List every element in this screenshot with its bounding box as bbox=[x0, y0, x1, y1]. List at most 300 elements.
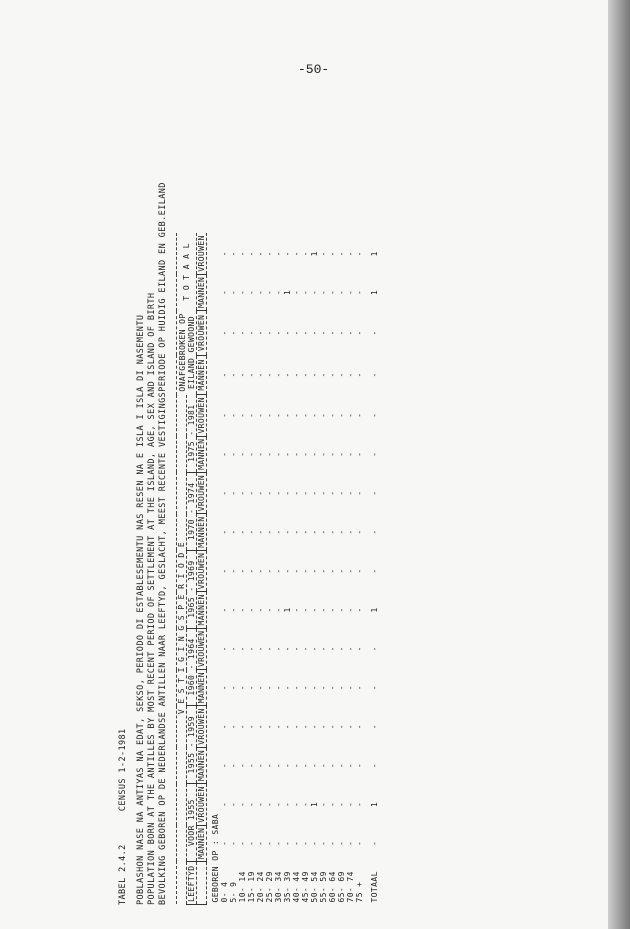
cell-value: - bbox=[337, 451, 346, 457]
cell-value: 1 bbox=[283, 607, 292, 613]
cell-value: 1 bbox=[370, 607, 379, 613]
title-papiamentu: POBLASHON NASE NA ANTIYAS NA EDAT, SEKSO, PERIODO DI ESTABLESEMENTU NAS RESEN NA E ISLA I ISLA DI NASEMENTU bbox=[136, 314, 146, 905]
cell-value: - bbox=[274, 801, 283, 808]
mannen-header: MANNEN bbox=[197, 670, 207, 706]
cell-value: - bbox=[301, 451, 310, 457]
vrouwen-header: VROUWEN bbox=[197, 628, 207, 670]
cell-value: - bbox=[319, 724, 328, 730]
cell-value: - bbox=[355, 251, 364, 257]
mannen-header: MANNEN bbox=[197, 592, 207, 628]
cell-value: - bbox=[265, 451, 274, 457]
cell-value: - bbox=[370, 685, 379, 691]
census-table bbox=[176, 233, 379, 905]
cell-value: - bbox=[292, 685, 301, 691]
cell-value: - bbox=[283, 412, 292, 418]
cell-value: - bbox=[355, 330, 364, 336]
cell-value: - bbox=[229, 490, 238, 496]
cell-value: - bbox=[265, 330, 274, 336]
age-label: 30- 34 bbox=[274, 871, 283, 903]
cell-value: - bbox=[238, 607, 247, 613]
cell-value: - bbox=[319, 251, 328, 257]
cell-value: - bbox=[265, 724, 274, 730]
cell-value: - bbox=[274, 490, 283, 496]
cell-value: - bbox=[220, 840, 229, 846]
age-label: 5- 9 bbox=[229, 881, 238, 903]
cell-value: - bbox=[328, 840, 337, 846]
table-row bbox=[370, 233, 379, 904]
cell-value: - bbox=[337, 330, 346, 336]
table-row bbox=[310, 233, 319, 904]
period-header: 1975 - 1981 bbox=[187, 395, 197, 473]
cell-value: - bbox=[355, 289, 364, 295]
cell-value: - bbox=[274, 529, 283, 535]
cell-value: - bbox=[346, 568, 355, 574]
cell-value: - bbox=[355, 529, 364, 535]
cell-value: - bbox=[220, 685, 229, 691]
cell-value: - bbox=[355, 412, 364, 418]
age-label: 55- 59 bbox=[319, 871, 328, 903]
cell-value: - bbox=[292, 451, 301, 457]
cell-value: - bbox=[292, 801, 301, 808]
table-row bbox=[355, 233, 364, 904]
cell-value: - bbox=[328, 251, 337, 257]
vrouwen-header: VROUWEN bbox=[197, 550, 207, 592]
cell-value: - bbox=[220, 330, 229, 336]
cell-value: - bbox=[337, 529, 346, 535]
page-number: -50- bbox=[298, 62, 330, 77]
cell-value: - bbox=[283, 529, 292, 535]
cell-value: - bbox=[247, 451, 256, 457]
cell-value: - bbox=[283, 840, 292, 846]
cell-value: - bbox=[256, 568, 265, 574]
cell-value: - bbox=[301, 289, 310, 295]
cell-value: - bbox=[355, 568, 364, 574]
cell-value: - bbox=[238, 490, 247, 496]
cell-value: - bbox=[292, 251, 301, 257]
cell-value: - bbox=[247, 840, 256, 846]
vrouwen-header: VROUWEN bbox=[197, 784, 207, 826]
cell-value: - bbox=[238, 289, 247, 295]
cell-value: - bbox=[220, 372, 229, 378]
cell-value: - bbox=[346, 529, 355, 535]
cell-value: - bbox=[319, 330, 328, 336]
cell-value: - bbox=[310, 685, 319, 691]
cell-value: - bbox=[370, 724, 379, 730]
rotated-table-block bbox=[118, 75, 488, 905]
cell-value: - bbox=[292, 289, 301, 295]
cell-value: - bbox=[274, 568, 283, 574]
cell-value: - bbox=[229, 724, 238, 730]
cell-value: - bbox=[310, 646, 319, 652]
cell-value: - bbox=[274, 724, 283, 730]
cell-value: - bbox=[274, 412, 283, 418]
table-row bbox=[283, 233, 292, 904]
age-label: 50- 54 bbox=[310, 871, 319, 903]
cell-value: - bbox=[274, 762, 283, 769]
cell-value: - bbox=[229, 840, 238, 846]
vrouwen-header: VROUWEN bbox=[197, 472, 207, 514]
cell-value: - bbox=[247, 490, 256, 496]
cell-value: - bbox=[265, 801, 274, 808]
cell-value: 1 bbox=[283, 289, 292, 295]
cell-value: - bbox=[319, 490, 328, 496]
cell-value: - bbox=[370, 330, 379, 336]
cell-value: - bbox=[256, 646, 265, 652]
cell-value: - bbox=[355, 762, 364, 769]
period-header: 1960 - 1964 bbox=[187, 628, 197, 706]
mannen-header: MANNEN bbox=[197, 274, 207, 310]
cell-value: - bbox=[229, 568, 238, 574]
cell-value: - bbox=[274, 289, 283, 295]
cell-value: - bbox=[328, 490, 337, 496]
age-label: 40- 44 bbox=[292, 871, 301, 903]
cell-value: - bbox=[274, 646, 283, 652]
cell-value: - bbox=[301, 840, 310, 846]
cell-value: - bbox=[301, 412, 310, 418]
cell-value: - bbox=[301, 330, 310, 336]
age-label: 20- 24 bbox=[256, 871, 265, 903]
cell-value: - bbox=[247, 529, 256, 535]
cell-value: - bbox=[337, 840, 346, 846]
cell-value: - bbox=[319, 840, 328, 846]
table-row bbox=[301, 233, 310, 904]
cell-value: - bbox=[274, 685, 283, 691]
cell-value: - bbox=[319, 372, 328, 378]
table-row bbox=[274, 233, 283, 904]
vestigingsperiode-header: V E S T I G I N G S P E R I O D E bbox=[177, 541, 186, 715]
cell-value: 1 bbox=[310, 251, 319, 257]
cell-value: - bbox=[346, 451, 355, 457]
mannen-header: MANNEN bbox=[197, 436, 207, 472]
cell-value: - bbox=[310, 607, 319, 613]
cell-value: - bbox=[370, 568, 379, 574]
age-label: TOTAAL bbox=[370, 871, 379, 903]
cell-value: - bbox=[283, 251, 292, 257]
cell-value: - bbox=[238, 762, 247, 769]
cell-value: - bbox=[337, 568, 346, 574]
vrouwen-header: VROUWEN bbox=[197, 706, 207, 748]
cell-value: - bbox=[328, 724, 337, 730]
cell-value: - bbox=[301, 724, 310, 730]
table-row bbox=[229, 233, 238, 904]
cell-value: - bbox=[337, 289, 346, 295]
cell-value: - bbox=[283, 451, 292, 457]
cell-value: - bbox=[265, 685, 274, 691]
cell-value: - bbox=[310, 289, 319, 295]
table-id: TABEL 2.4.2 bbox=[118, 844, 128, 905]
cell-value: - bbox=[283, 801, 292, 808]
cell-value: - bbox=[328, 568, 337, 574]
cell-value: - bbox=[292, 607, 301, 613]
cell-value: - bbox=[346, 372, 355, 378]
cell-value: - bbox=[229, 251, 238, 257]
cell-value: - bbox=[229, 451, 238, 457]
cell-value: - bbox=[337, 762, 346, 769]
cell-value: - bbox=[292, 330, 301, 336]
cell-value: - bbox=[220, 801, 229, 808]
cell-value: - bbox=[238, 724, 247, 730]
cell-value: - bbox=[355, 372, 364, 378]
page-edge-shadow bbox=[608, 0, 630, 929]
cell-value: - bbox=[265, 372, 274, 378]
cell-value: - bbox=[283, 372, 292, 378]
age-label: 10- 14 bbox=[238, 871, 247, 903]
cell-value: - bbox=[346, 330, 355, 336]
cell-value: - bbox=[319, 289, 328, 295]
table-row bbox=[220, 233, 229, 904]
cell-value: - bbox=[355, 490, 364, 496]
cell-value: - bbox=[337, 607, 346, 613]
cell-value: - bbox=[310, 762, 319, 769]
cell-value: - bbox=[292, 412, 301, 418]
cell-value: - bbox=[370, 646, 379, 652]
census-date: CENSUS 1-2-1981 bbox=[118, 728, 128, 812]
period-header: VOOR 1955 bbox=[187, 784, 197, 862]
cell-value: - bbox=[337, 801, 346, 808]
cell-value: - bbox=[274, 251, 283, 257]
cell-value: - bbox=[220, 646, 229, 652]
cell-value: - bbox=[310, 330, 319, 336]
cell-value: - bbox=[355, 646, 364, 652]
cell-value: 1 bbox=[370, 289, 379, 295]
mannen-header: MANNEN bbox=[197, 747, 207, 783]
cell-value: - bbox=[256, 724, 265, 730]
cell-value: - bbox=[256, 372, 265, 378]
vrouwen-header: VROUWEN bbox=[197, 233, 207, 274]
age-label: 25- 29 bbox=[265, 871, 274, 903]
cell-value: - bbox=[355, 724, 364, 730]
cell-value: - bbox=[256, 490, 265, 496]
cell-value: - bbox=[229, 801, 238, 808]
cell-value: - bbox=[355, 801, 364, 808]
cell-value: - bbox=[256, 251, 265, 257]
cell-value: - bbox=[355, 685, 364, 691]
cell-value: - bbox=[310, 372, 319, 378]
cell-value: - bbox=[328, 412, 337, 418]
table-row bbox=[265, 233, 274, 904]
cell-value: - bbox=[220, 490, 229, 496]
cell-value: - bbox=[337, 685, 346, 691]
cell-value: 1 bbox=[370, 801, 379, 808]
cell-value: - bbox=[229, 685, 238, 691]
cell-value: - bbox=[301, 372, 310, 378]
age-label: 60- 64 bbox=[328, 871, 337, 903]
cell-value: 1 bbox=[370, 251, 379, 257]
cell-value: - bbox=[220, 412, 229, 418]
table-row bbox=[328, 233, 337, 904]
cell-value: - bbox=[256, 840, 265, 846]
cell-value: - bbox=[238, 568, 247, 574]
cell-value: - bbox=[355, 607, 364, 613]
cell-value: - bbox=[265, 251, 274, 257]
cell-value: - bbox=[292, 646, 301, 652]
cell-value: - bbox=[220, 529, 229, 535]
cell-value: - bbox=[265, 762, 274, 769]
cell-value: - bbox=[328, 372, 337, 378]
cell-value: - bbox=[238, 330, 247, 336]
title-dutch: BEVOLKING GEBOREN OP DE NEDERLANDSE ANTILLEN NAAR LEEFTYD, GESLACHT, MEEST RECENTE VESTIGINGSPERIODE OP HUIDIG EILAND EN GEB.EILAND bbox=[158, 182, 168, 905]
cell-value: - bbox=[220, 451, 229, 457]
cell-value: - bbox=[328, 646, 337, 652]
cell-value: - bbox=[283, 330, 292, 336]
cell-value: - bbox=[355, 840, 364, 846]
cell-value: - bbox=[370, 490, 379, 496]
cell-value: - bbox=[337, 372, 346, 378]
mannen-header: MANNEN bbox=[197, 355, 207, 394]
table-row bbox=[337, 233, 346, 904]
cell-value: - bbox=[346, 646, 355, 652]
cell-value: - bbox=[247, 685, 256, 691]
cell-value: - bbox=[301, 568, 310, 574]
table-row bbox=[247, 233, 256, 904]
age-label: 45- 49 bbox=[301, 871, 310, 903]
cell-value: - bbox=[319, 685, 328, 691]
cell-value: - bbox=[370, 840, 379, 846]
table-id-line bbox=[118, 728, 128, 905]
cell-value: - bbox=[265, 840, 274, 846]
cell-value: - bbox=[310, 412, 319, 418]
cell-value: - bbox=[301, 685, 310, 691]
cell-value: - bbox=[256, 289, 265, 295]
cell-value: - bbox=[310, 840, 319, 846]
cell-value: - bbox=[220, 568, 229, 574]
cell-value: - bbox=[256, 685, 265, 691]
age-label: 15- 19 bbox=[247, 871, 256, 903]
cell-value: - bbox=[247, 372, 256, 378]
cell-value: - bbox=[256, 330, 265, 336]
cell-value: - bbox=[238, 840, 247, 846]
cell-value: - bbox=[292, 490, 301, 496]
cell-value: - bbox=[319, 762, 328, 769]
cell-value: - bbox=[229, 646, 238, 652]
cell-value: - bbox=[301, 646, 310, 652]
cell-value: - bbox=[256, 412, 265, 418]
period-header: 1970 - 1974 bbox=[187, 472, 197, 550]
cell-value: - bbox=[370, 451, 379, 457]
cell-value: - bbox=[328, 685, 337, 691]
cell-value: - bbox=[370, 762, 379, 769]
totaal-header: T O T A A L bbox=[182, 243, 191, 301]
cell-value: - bbox=[319, 568, 328, 574]
age-label: 35- 39 bbox=[283, 871, 292, 903]
cell-value: - bbox=[301, 801, 310, 808]
cell-value: - bbox=[292, 372, 301, 378]
cell-value: - bbox=[301, 251, 310, 257]
cell-value: - bbox=[220, 607, 229, 613]
period-header: 1965 - 1969 bbox=[187, 550, 197, 628]
table-row bbox=[319, 233, 328, 904]
age-label: 0- 4 bbox=[220, 881, 229, 903]
cell-value: - bbox=[256, 607, 265, 613]
cell-value: - bbox=[274, 840, 283, 846]
cell-value: - bbox=[310, 724, 319, 730]
cell-value: - bbox=[346, 762, 355, 769]
cell-value: - bbox=[328, 330, 337, 336]
cell-value: - bbox=[265, 607, 274, 613]
cell-value: - bbox=[346, 840, 355, 846]
cell-value: - bbox=[238, 251, 247, 257]
cell-value: - bbox=[247, 412, 256, 418]
cell-value: - bbox=[247, 724, 256, 730]
cell-value: - bbox=[310, 490, 319, 496]
cell-value: - bbox=[337, 490, 346, 496]
cell-value: - bbox=[256, 801, 265, 808]
cell-value: - bbox=[370, 529, 379, 535]
cell-value: - bbox=[292, 529, 301, 535]
cell-value: - bbox=[319, 607, 328, 613]
cell-value: - bbox=[310, 529, 319, 535]
cell-value: - bbox=[229, 607, 238, 613]
cell-value: - bbox=[292, 568, 301, 574]
table-row bbox=[346, 233, 355, 904]
cell-value: - bbox=[346, 685, 355, 691]
table-row bbox=[238, 233, 247, 904]
age-label: 75 + bbox=[355, 881, 364, 903]
table-row bbox=[256, 233, 265, 904]
vrouwen-header: VROUWEN bbox=[197, 311, 207, 356]
cell-value: - bbox=[220, 724, 229, 730]
cell-value: - bbox=[346, 490, 355, 496]
cell-value: - bbox=[265, 568, 274, 574]
cell-value: - bbox=[346, 607, 355, 613]
cell-value: - bbox=[328, 529, 337, 535]
cell-value: - bbox=[283, 685, 292, 691]
cell-value: - bbox=[301, 490, 310, 496]
cell-value: - bbox=[247, 646, 256, 652]
cell-value: - bbox=[301, 762, 310, 769]
cell-value: - bbox=[319, 646, 328, 652]
cell-value: - bbox=[229, 289, 238, 295]
age-label: 70- 74 bbox=[346, 871, 355, 903]
cell-value: - bbox=[346, 251, 355, 257]
cell-value: - bbox=[274, 330, 283, 336]
cell-value: - bbox=[328, 801, 337, 808]
mannen-header: MANNEN bbox=[197, 825, 207, 861]
age-label: 65- 69 bbox=[337, 871, 346, 903]
period-header: 1955 - 1959 bbox=[187, 706, 197, 784]
cell-value: - bbox=[319, 412, 328, 418]
cell-value: - bbox=[301, 607, 310, 613]
cell-value: - bbox=[328, 762, 337, 769]
mannen-header: MANNEN bbox=[197, 514, 207, 550]
cell-value: - bbox=[301, 529, 310, 535]
cell-value: - bbox=[274, 607, 283, 613]
cell-value: - bbox=[238, 646, 247, 652]
table-row bbox=[292, 233, 301, 904]
cell-value: - bbox=[238, 372, 247, 378]
cell-value: - bbox=[238, 801, 247, 808]
cell-value: - bbox=[247, 568, 256, 574]
cell-value: - bbox=[319, 801, 328, 808]
cell-value: - bbox=[256, 451, 265, 457]
cell-value: - bbox=[370, 372, 379, 378]
cell-value: - bbox=[265, 412, 274, 418]
cell-value: - bbox=[337, 724, 346, 730]
cell-value: - bbox=[292, 762, 301, 769]
cell-value: - bbox=[220, 289, 229, 295]
cell-value: - bbox=[229, 529, 238, 535]
cell-value: - bbox=[370, 412, 379, 418]
cell-value: - bbox=[283, 490, 292, 496]
cell-value: - bbox=[274, 451, 283, 457]
cell-value: - bbox=[319, 451, 328, 457]
cell-value: - bbox=[265, 529, 274, 535]
cell-value: - bbox=[220, 251, 229, 257]
cell-value: - bbox=[337, 646, 346, 652]
cell-value: - bbox=[355, 451, 364, 457]
cell-value: - bbox=[238, 451, 247, 457]
cell-value: - bbox=[283, 762, 292, 769]
